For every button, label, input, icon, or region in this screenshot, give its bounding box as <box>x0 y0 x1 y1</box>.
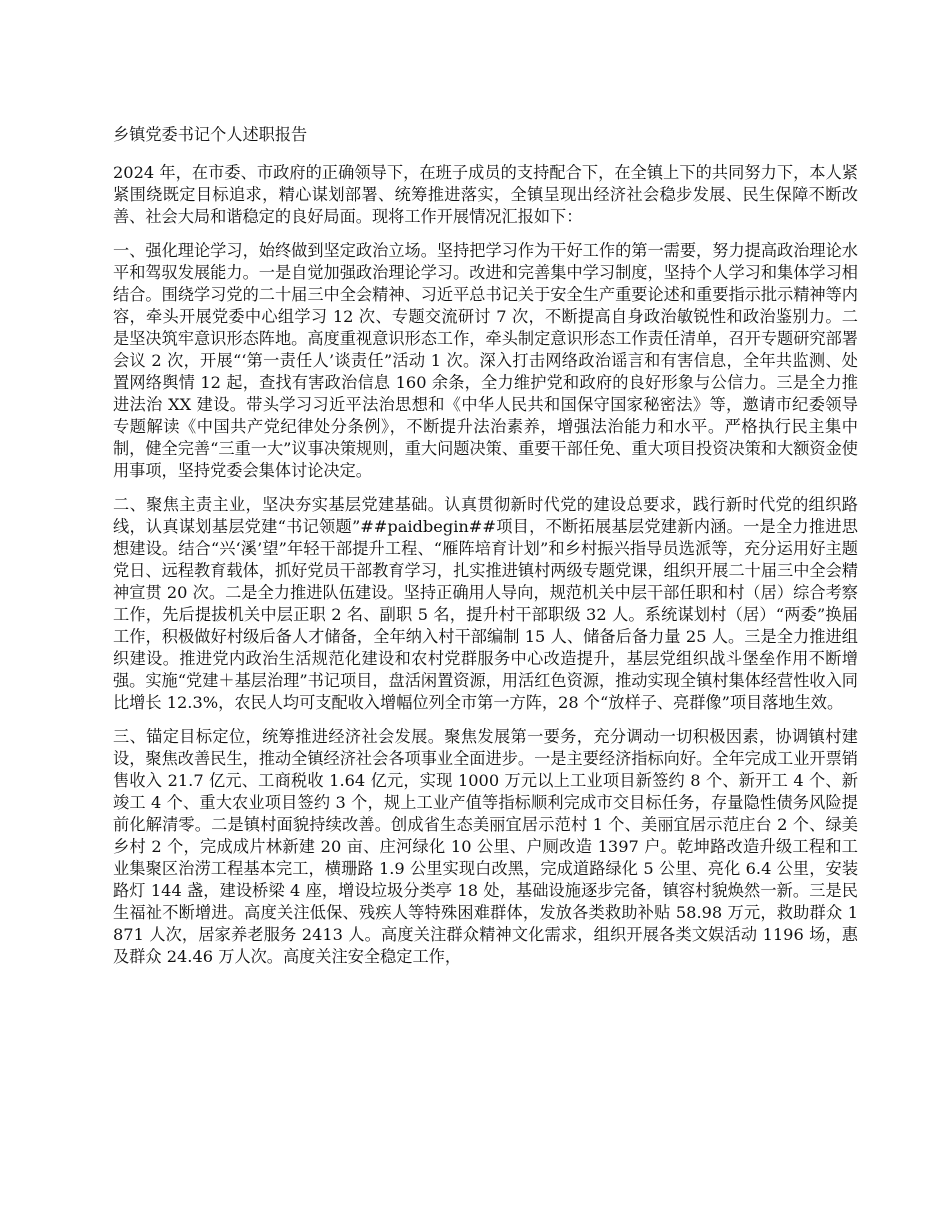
document-page <box>113 124 858 980</box>
paragraph-section-3: 三、锚定目标定位，统筹推进经济社会发展。聚焦发展第一要务，充分调动一切积极因素，协调镇村建设，聚焦改善民生，推动全镇经济社会各项事业全面进步。一是主要经济指标向好。全年完成工业开票销售收入 21.7 亿元、工商税收 1.64 亿元，实现 1000 万元以上工业项目新签约 8 个、新开工 4 个、新竣工 4 个、重大农业项目签约 3 个，规上工业产值等指标顺利完成市交目标任务，存量隐性债务风险提前化解清零。二是镇村面貌持续改善。创成省生态美丽宜居示范村 1 个、美丽宜居示范庄台 2 个、绿美乡村 2 个，完成成片林新建 20 亩、庄河绿化 10 公里、户厕改造 1397 户。乾坤路改造升级工程和工业集聚区治涝工程基本完工，横珊路 1.9 公里实现白改黑，完成道路绿化 5 公里、亮化 6.4 公里，安装路灯 144 盏，建设桥梁 4 座，增设垃圾分类亭 18 处，基础设施逐步完备，镇容村貌焕然一新。三是民生福祉不断增进。高度关注低保、残疾人等特殊困难群体，发放各类救助补贴 58.98 万元，救助群众 1871 人次，居家养老服务 2413 人。高度关注群众精神文化需求，组织开展各类文娱活动 1196 场，惠及群众 24.46 万人次。高度关注安全稳定工作， <box>113 727 858 966</box>
paragraph-section-1: 一、强化理论学习，始终做到坚定政治立场。坚持把学习作为干好工作的第一需要，努力提高政治理论水平和驾驭发展能力。一是自觉加强政治理论学习。改进和完善集中学习制度，坚持个人学习和集体学习相结合。围绕学习党的二十届三中全会精神、习近平总书记关于安全生产重要论述和重要指示批示精神等内容，牵头开展党委中心组学习 12 次、专题交流研讨 7 次，不断提高自身政治敏锐性和政治鉴别力。二是坚决筑牢意识形态阵地。高度重视意识形态工作，牵头制定意识形态工作责任清单，召开专题研究部署会议 2 次，开展“‘第一责任人’谈责任”活动 1 次。深入打击网络政治谣言和有害信息，全年共监测、处置网络舆情 12 起，查找有害政治信息 160 余条，全力维护党和政府的良好形象与公信力。三是全力推进法治 XX 建设。带头学习习近平法治思想和《中华人民共和国保守国家秘密法》等，邀请市纪委领导专题解读《中国共产党纪律处分条例》，不断提升法治素养，增强法治能力和水平。严格执行民主集中制，健全完善“三重一大”议事决策规则，重大问题决策、重要干部任免、重大项目投资决策和大额资金使用事项，坚持党委会集体讨论决定。 <box>113 241 858 480</box>
paragraph-section-2: 二、聚焦主责主业，坚决夯实基层党建基础。认真贯彻新时代党的建设总要求，践行新时代党的组织路线，认真谋划基层党建“书记领题”##paidbegin##项目，不断拓展基层党建新内涵。一是全力推进思想建设。结合“兴‘溪’望”年轻干部提升工程、“雁阵培育计划”和乡村振兴指导员选派等，充分运用好主题党日、远程教育载体，抓好党员干部教育学习，扎实推进镇村两级专题党课，组织开展二十届三中全会精神宣贯 20 次。二是全力推进队伍建设。坚持正确用人导向，规范机关中层干部任职和村（居）综合考察工作，先后提拔机关中层正职 2 名、副职 5 名，提升村干部职级 32 人。系统谋划村（居）“两委”换届工作，积极做好村级后备人才储备，全年纳入村干部编制 15 人、储备后备力量 25 人。三是全力推进组织建设。推进党内政治生活规范化建设和农村党群服务中心改造提升，基层党组织战斗堡垒作用不断增强。实施“党建＋基层治理”书记项目，盘活闲置资源，用活红色资源，推动实现全镇村集体经营性收入同比增长 12.3%，农民人均可支配收入增幅位列全市第一方阵，28 个“放样子、亮群像”项目落地生效。 <box>113 495 858 712</box>
document-title: 乡镇党委书记个人述职报告 <box>113 125 308 144</box>
paragraph-intro: 2024 年，在市委、市政府的正确领导下，在班子成员的支持配合下，在全镇上下的共同努力下，本人紧紧围绕既定目标追求，精心谋划部署、统筹推进落实，全镇呈现出经济社会稳步发展、民生保障不断改善、社会大局和谐稳定的良好局面。现将工作开展情况汇报如下： <box>113 163 858 226</box>
